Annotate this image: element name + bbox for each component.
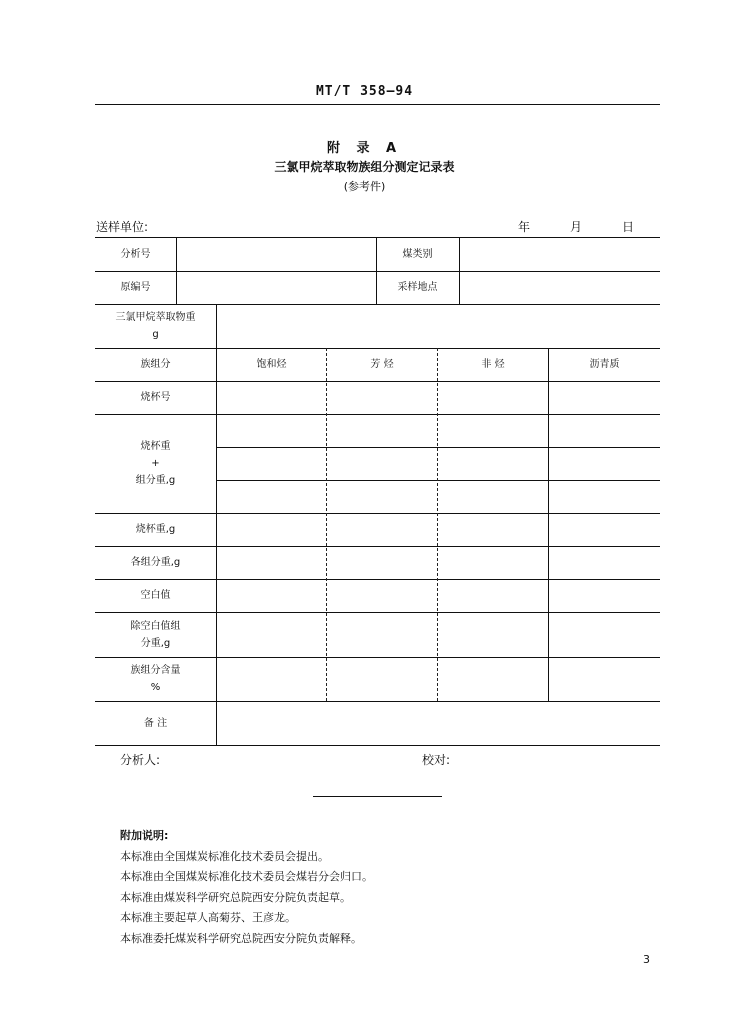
- original-no-field[interactable]: [177, 271, 376, 304]
- original-no-label: 原编号: [120, 282, 151, 293]
- form-title: 三氯甲烷萃取物族组分测定记录表: [274, 160, 455, 174]
- table-rule: [217, 480, 660, 481]
- sender-unit-label: 送样单位:: [96, 220, 149, 234]
- standard-code: MT/T 358—94: [315, 84, 414, 99]
- beaker-weight-label: 烧杯重,g: [135, 524, 176, 535]
- column-saturates: 饱和烃: [256, 359, 287, 370]
- extract-weight-label: [95, 304, 216, 348]
- note-item: 本标准由全国煤炭标准化技术委员会提出。: [120, 849, 329, 863]
- checker-label: 校对:: [422, 753, 451, 767]
- sampling-site-field[interactable]: [460, 271, 660, 304]
- note-item: 本标准由全国煤炭标准化技术委员会煤岩分会归口。: [120, 870, 373, 883]
- analyst-label: 分析人:: [120, 753, 161, 767]
- year-label: 年: [518, 220, 531, 234]
- analysis-no-label: 分析号: [120, 248, 151, 260]
- column-non-hydrocarbons: 非 烃: [481, 359, 505, 370]
- group-content-line2: %: [150, 682, 161, 693]
- net-weight-label: [95, 612, 216, 657]
- header-rule: [95, 104, 660, 105]
- blank-value-label: 空白值: [140, 590, 171, 601]
- beaker-plus-line3: 组分重,g: [135, 475, 176, 486]
- month-label: 月: [570, 220, 583, 234]
- appendix-title: 附 录 A: [326, 141, 403, 156]
- reference-note: (参考件): [343, 180, 386, 193]
- group-component-label: 族组分: [140, 359, 171, 370]
- table-rule: [217, 447, 660, 448]
- column-aromatics: 芳 烃: [370, 359, 394, 370]
- additional-notes: [120, 826, 373, 949]
- net-weight-line2: 分重,g: [140, 637, 171, 649]
- extract-weight-field[interactable]: [217, 304, 660, 348]
- group-content-label: [95, 657, 216, 701]
- beaker-no-label: 烧杯号: [140, 392, 171, 403]
- group-content-line1: 族组分含量: [130, 665, 181, 676]
- extract-weight-text: 三氯甲烷萃取物重: [115, 312, 196, 323]
- note-item: 本标准委托煤炭科学研究总院西安分院负责解释。: [120, 931, 362, 945]
- record-form-table: [95, 237, 660, 746]
- coal-type-label: 煤类别: [402, 248, 433, 260]
- net-weight-line1: 除空白值组: [130, 620, 181, 632]
- extract-weight-unit: g: [152, 329, 159, 340]
- analysis-no-field[interactable]: [177, 237, 376, 271]
- beaker-plus-line1: 烧杯重: [140, 441, 171, 452]
- beaker-plus-component-label: [95, 414, 216, 513]
- page-number: 3: [643, 953, 650, 966]
- remarks-field[interactable]: [217, 701, 660, 745]
- section-divider: [313, 796, 442, 797]
- table-vrule: [326, 348, 327, 701]
- note-item: 本标准主要起草人高菊芬、王彦龙。: [120, 911, 296, 924]
- table-vrule: [548, 348, 549, 701]
- table-vrule: [437, 348, 438, 701]
- day-label: 日: [622, 220, 635, 234]
- table-rule: [95, 745, 660, 746]
- note-item: 本标准由煤炭科学研究总院西安分院负责起草。: [120, 890, 351, 904]
- component-weight-label: 各组分重,g: [130, 557, 181, 568]
- coal-type-field[interactable]: [460, 237, 660, 271]
- column-asphaltenes: 沥青质: [589, 359, 620, 370]
- notes-heading: 附加说明:: [120, 829, 169, 842]
- remarks-label: 备 注: [143, 717, 168, 729]
- sampling-site-label: 采样地点: [397, 282, 438, 293]
- beaker-plus-line2: +: [151, 458, 160, 469]
